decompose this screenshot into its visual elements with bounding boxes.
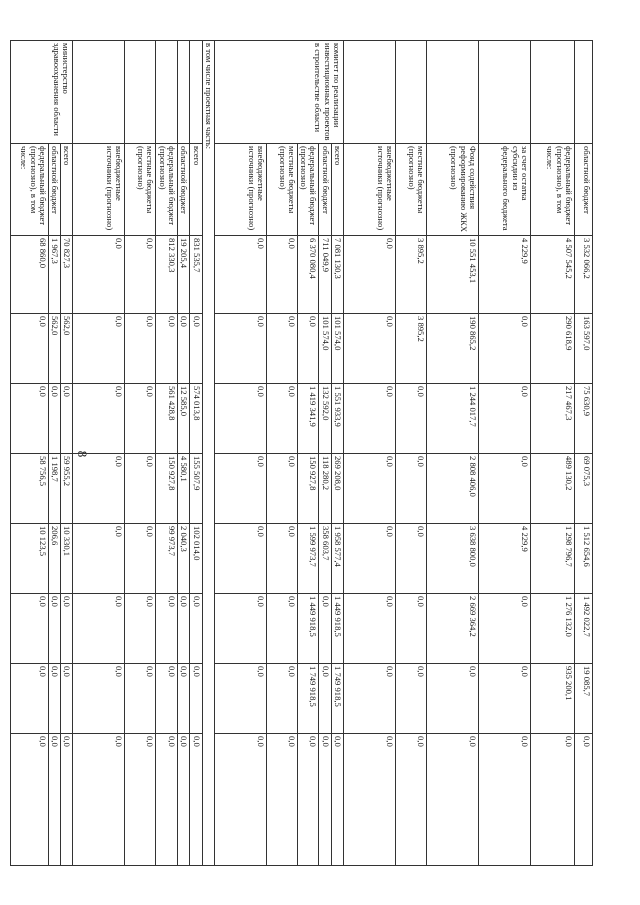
amount-cell: 358 603,7 (319, 524, 331, 594)
amount-cell: 0,0 (178, 314, 190, 384)
amount-cell: 0,0 (73, 314, 125, 384)
amount-cell: 0,0 (344, 236, 396, 314)
amount-cell: 0,0 (10, 734, 48, 866)
amount-cell: 0,0 (479, 454, 531, 524)
amount-cell: 0,0 (190, 664, 202, 734)
amount-cell: 12 585,0 (178, 384, 190, 454)
table-frame (19, 40, 593, 865)
funding-source-cell: областной бюджет (48, 144, 60, 236)
amount-cell: 0,0 (266, 524, 297, 594)
amount-cell: 0,0 (73, 594, 125, 664)
responsible-entity-cell (575, 41, 593, 144)
table-row (214, 41, 266, 866)
amount-cell: 1 198,7 (48, 454, 60, 524)
amount-cell: 0,0 (319, 594, 331, 664)
amount-cell: 0,0 (479, 734, 531, 866)
amount-cell: 0,0 (479, 664, 531, 734)
funding-source-cell: внебюджетные источники (прогнозно) (73, 144, 125, 236)
amount-cell: 0,0 (178, 734, 190, 866)
amount-cell: 812 330,3 (156, 236, 178, 314)
amount-cell: 101 574,0 (319, 314, 331, 384)
amount-cell: 0,0 (214, 314, 266, 384)
amount-cell: 58 756,5 (10, 454, 48, 524)
amount-cell: 0,0 (396, 594, 427, 664)
amount-cell: 0,0 (190, 594, 202, 664)
amount-cell: 0,0 (266, 314, 297, 384)
amount-cell: 1 449 918,5 (331, 594, 343, 664)
funding-source-cell: внебюджетные источники (прогнозно) (344, 144, 396, 236)
funding-source-cell: федеральный бюджет (прогнозно), в том числе: (10, 144, 48, 236)
amount-cell: 0,0 (266, 664, 297, 734)
funding-source-cell: федеральный бюджет (прогнозно), в том числе: (531, 144, 575, 236)
amount-cell: 0,0 (61, 594, 73, 664)
rotated-page-content (19, 40, 593, 865)
amount-cell: 0,0 (214, 454, 266, 524)
amount-cell: 118 280,2 (319, 454, 331, 524)
amount-cell: 4 229,9 (479, 524, 531, 594)
responsible-entity-cell (125, 41, 156, 144)
amount-cell: 0,0 (48, 384, 60, 454)
amount-cell: 4 507 545,2 (531, 236, 575, 314)
responsible-entity-cell (479, 41, 531, 144)
table-row (344, 41, 396, 866)
amount-cell: 0,0 (297, 734, 319, 866)
responsible-entity-cell (178, 41, 190, 144)
amount-cell: 0,0 (344, 594, 396, 664)
amount-cell: 831 535,7 (190, 236, 202, 314)
amount-cell: 0,0 (156, 314, 178, 384)
amount-cell: 10 123,5 (10, 524, 48, 594)
amount-cell: 0,0 (479, 384, 531, 454)
amount-cell: 561 428,8 (156, 384, 178, 454)
funding-source-cell: областной бюджет (178, 144, 190, 236)
amount-cell: 0,0 (427, 664, 479, 734)
table-row (178, 41, 190, 866)
amount-cell: 75 630,9 (575, 384, 593, 454)
amount-cell: 150 927,8 (297, 454, 319, 524)
amount-cell: 0,0 (73, 664, 125, 734)
amount-cell: 1 967,3 (48, 236, 60, 314)
amount-cell: 0,0 (10, 664, 48, 734)
amount-cell: 3 895,2 (396, 314, 427, 384)
amount-cell: 0,0 (73, 454, 125, 524)
amount-cell: 1 599 973,7 (297, 524, 319, 594)
amount-cell: 0,0 (125, 314, 156, 384)
amount-cell: 1 512 654,6 (575, 524, 593, 594)
table-body (10, 41, 592, 866)
table-row (297, 41, 319, 866)
responsible-entity-cell (73, 41, 125, 144)
amount-cell: 0,0 (344, 454, 396, 524)
table-row (331, 41, 343, 866)
table-row (396, 41, 427, 866)
amount-cell: 0,0 (178, 664, 190, 734)
amount-cell: 132 592,0 (319, 384, 331, 454)
amount-cell: 0,0 (73, 236, 125, 314)
amount-cell: 0,0 (266, 236, 297, 314)
table-row (48, 41, 60, 866)
amount-cell: 0,0 (73, 384, 125, 454)
amount-cell: 0,0 (396, 454, 427, 524)
amount-cell: 0,0 (331, 734, 343, 866)
amount-cell: 0,0 (531, 734, 575, 866)
table-row (531, 41, 575, 866)
amount-cell: 0,0 (125, 524, 156, 594)
amount-cell: 0,0 (73, 524, 125, 594)
amount-cell: 0,0 (214, 524, 266, 594)
funding-source-cell: всего (61, 144, 73, 236)
amount-cell: 10 330,1 (61, 524, 73, 594)
amount-cell: 0,0 (344, 314, 396, 384)
amount-cell: 68 860,0 (10, 236, 48, 314)
amount-cell: 19 085,7 (575, 664, 593, 734)
amount-cell: 155 507,9 (190, 454, 202, 524)
amount-cell: 0,0 (125, 384, 156, 454)
amount-cell: 0,0 (214, 236, 266, 314)
amount-cell: 711 049,9 (319, 236, 331, 314)
amount-cell: 2 808 406,0 (427, 454, 479, 524)
table-row (427, 41, 479, 866)
amount-cell: 0,0 (297, 314, 319, 384)
amount-cell: 0,0 (48, 734, 60, 866)
amount-cell: 0,0 (344, 734, 396, 866)
amount-cell: 163 597,0 (575, 314, 593, 384)
amount-cell: 0,0 (125, 664, 156, 734)
funding-source-cell: местные бюджеты (прогнозно) (396, 144, 427, 236)
amount-cell: 935 200,1 (531, 664, 575, 734)
amount-cell: 0,0 (396, 664, 427, 734)
amount-cell: 290 618,9 (531, 314, 575, 384)
amount-cell: 99 973,7 (156, 524, 178, 594)
amount-cell: 0,0 (319, 664, 331, 734)
amount-cell: 19 205,4 (178, 236, 190, 314)
responsible-entity-cell (344, 41, 396, 144)
amount-cell: 1 749 918,5 (331, 664, 343, 734)
amount-cell: 269 208,0 (331, 454, 343, 524)
amount-cell: 0,0 (125, 734, 156, 866)
amount-cell: 7 081 130,3 (331, 236, 343, 314)
funding-source-cell: за счет остатка субсидии из федерального бюджета (479, 144, 531, 236)
funding-source-cell: внебюджетные источники (прогнозно) (214, 144, 266, 236)
amount-cell: 574 013,8 (190, 384, 202, 454)
amount-cell: 3 895,2 (396, 236, 427, 314)
amount-cell: 0,0 (61, 384, 73, 454)
amount-cell: 0,0 (214, 734, 266, 866)
amount-cell: 0,0 (266, 384, 297, 454)
responsible-entity-cell (396, 41, 427, 144)
amount-cell: 0,0 (125, 454, 156, 524)
amount-cell: 0,0 (48, 594, 60, 664)
funding-source-cell: областной бюджет (319, 144, 331, 236)
amount-cell: 0,0 (344, 664, 396, 734)
funding-source-cell: Фонд содействия реформированию ЖКХ (прогнозно) (427, 144, 479, 236)
amount-cell: 0,0 (10, 384, 48, 454)
section-row (202, 41, 214, 866)
amount-cell: 0,0 (319, 734, 331, 866)
amount-cell: 1 492 022,7 (575, 594, 593, 664)
amount-cell: 0,0 (427, 734, 479, 866)
amount-cell: 1 449 918,5 (297, 594, 319, 664)
amount-cell: 0,0 (125, 594, 156, 664)
table-row (125, 41, 156, 866)
table-row (479, 41, 531, 866)
amount-cell: 0,0 (48, 664, 60, 734)
amount-cell: 0,0 (266, 734, 297, 866)
amount-cell: 0,0 (156, 734, 178, 866)
amount-cell: 489 130,2 (531, 454, 575, 524)
amount-cell: 0,0 (396, 734, 427, 866)
amount-cell: 70 827,3 (61, 236, 73, 314)
amount-cell: 190 865,2 (427, 314, 479, 384)
amount-cell: 0,0 (266, 454, 297, 524)
funding-source-cell: областной бюджет (575, 144, 593, 236)
funding-source-cell: федеральный бюджет (прогнозно) (297, 144, 319, 236)
amount-cell: 562,0 (48, 314, 60, 384)
amount-cell: 0,0 (479, 594, 531, 664)
responsible-entity-cell (531, 41, 575, 144)
budget-table (10, 40, 593, 866)
responsible-entity-cell (427, 41, 479, 144)
table-row (73, 41, 125, 866)
responsible-entity-cell: комитет по реализации инвестиционных проектов в строительстве области (214, 41, 343, 144)
amount-cell: 59 955,2 (61, 454, 73, 524)
amount-cell: 1 958 577,4 (331, 524, 343, 594)
amount-cell: 6 370 080,4 (297, 236, 319, 314)
amount-cell: 1 749 918,5 (297, 664, 319, 734)
amount-cell: 0,0 (61, 664, 73, 734)
table-row (190, 41, 202, 866)
amount-cell: 206,6 (48, 524, 60, 594)
amount-cell: 0,0 (190, 314, 202, 384)
amount-cell: 1 419 341,9 (297, 384, 319, 454)
amount-cell: 4 229,9 (479, 236, 531, 314)
table-row (61, 41, 73, 866)
amount-cell: 0,0 (10, 314, 48, 384)
page-number: 8 (75, 450, 90, 458)
table-row (10, 41, 48, 866)
amount-cell: 2 669 364,2 (427, 594, 479, 664)
section-label: в том числе проектная часть: (202, 41, 214, 866)
amount-cell: 1 551 933,9 (331, 384, 343, 454)
amount-cell: 1 244 017,7 (427, 384, 479, 454)
table-row (266, 41, 297, 866)
amount-cell: 101 574,0 (331, 314, 343, 384)
funding-source-cell: местные бюджеты (прогнозно) (266, 144, 297, 236)
amount-cell: 3 638 800,0 (427, 524, 479, 594)
responsible-entity-cell (156, 41, 178, 144)
responsible-entity-cell: министерство здравоохранения области (10, 41, 73, 144)
amount-cell: 0,0 (214, 594, 266, 664)
funding-source-cell: всего (331, 144, 343, 236)
amount-cell: 0,0 (125, 236, 156, 314)
amount-cell: 0,0 (214, 384, 266, 454)
funding-source-cell: федеральный бюджет (прогнозно) (156, 144, 178, 236)
funding-source-cell: местные бюджеты (прогнозно) (125, 144, 156, 236)
amount-cell: 0,0 (61, 734, 73, 866)
amount-cell: 217 467,3 (531, 384, 575, 454)
amount-cell: 10 551 453,1 (427, 236, 479, 314)
amount-cell: 102 014,0 (190, 524, 202, 594)
amount-cell: 0,0 (575, 734, 593, 866)
amount-cell: 0,0 (396, 524, 427, 594)
amount-cell: 0,0 (479, 314, 531, 384)
amount-cell: 69 075,3 (575, 454, 593, 524)
table-row (575, 41, 593, 866)
amount-cell: 0,0 (156, 594, 178, 664)
amount-cell: 1 276 132,0 (531, 594, 575, 664)
amount-cell: 0,0 (156, 664, 178, 734)
table-row (319, 41, 331, 866)
amount-cell: 2 040,3 (178, 524, 190, 594)
responsible-entity-cell (190, 41, 202, 144)
amount-cell: 0,0 (396, 384, 427, 454)
amount-cell: 0,0 (73, 734, 125, 866)
amount-cell: 0,0 (344, 384, 396, 454)
amount-cell: 150 927,8 (156, 454, 178, 524)
amount-cell: 0,0 (178, 594, 190, 664)
amount-cell: 0,0 (214, 664, 266, 734)
amount-cell: 1 298 796,7 (531, 524, 575, 594)
amount-cell: 0,0 (10, 594, 48, 664)
amount-cell: 562,0 (61, 314, 73, 384)
amount-cell: 0,0 (266, 594, 297, 664)
table-row (156, 41, 178, 866)
amount-cell: 3 532 066,2 (575, 236, 593, 314)
funding-source-cell: всего (190, 144, 202, 236)
amount-cell: 4 580,1 (178, 454, 190, 524)
amount-cell: 0,0 (190, 734, 202, 866)
amount-cell: 0,0 (344, 524, 396, 594)
